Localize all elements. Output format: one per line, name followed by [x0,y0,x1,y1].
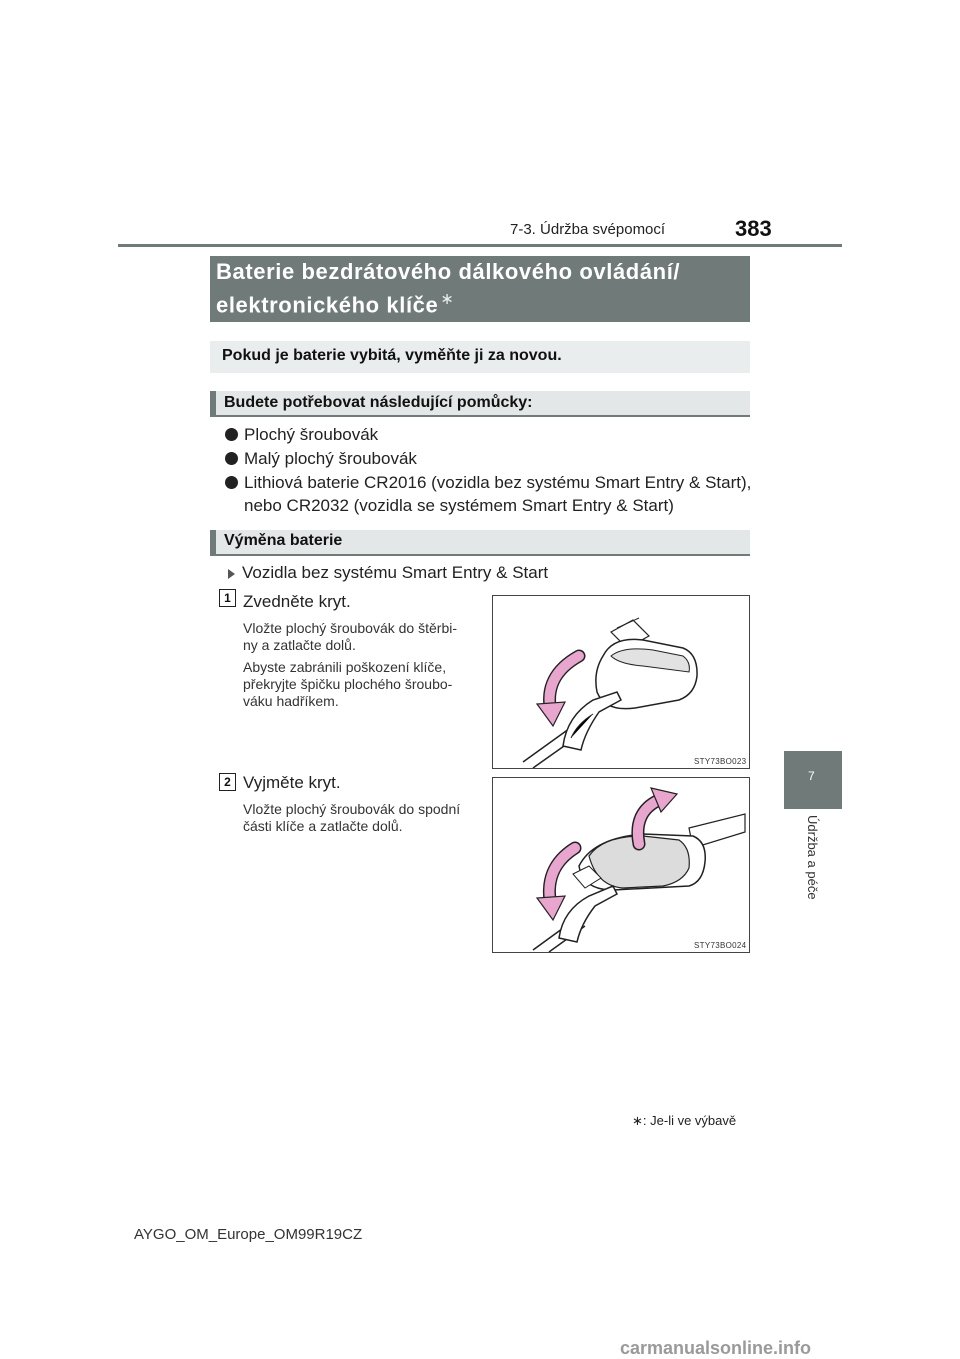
figure-key-cover-remove [492,777,750,953]
info-box-text: Pokud je baterie vybitá, vyměňte ji za novou. [222,347,562,364]
bullet-icon [225,452,238,465]
figure-code: STY73BO023 [694,757,747,766]
chapter-tab-number: 7 [808,769,815,783]
chapter-tab-label-wrap [783,815,843,915]
list-item: Lithiová baterie CR2016 (vozidla bez systému Smart Entry & Start), [225,473,751,493]
key-illustration [493,596,749,768]
header-divider [118,244,842,247]
list-item: Malý plochý šroubovák [225,449,417,469]
footnote-mark: ∗ [632,1113,643,1128]
figure-code: STY73BO024 [694,941,747,950]
step-title: Zvedněte kryt. [243,592,351,611]
watermark: carmanualsonline.info [620,1338,812,1358]
section-title-line1: Baterie bezdrátového dálkového ovládání/ [216,259,681,284]
footnote [632,1113,736,1129]
section-title-line2-text: elektronického klíče [216,292,439,318]
chapter-tab-label: Údržba a péče [805,815,820,900]
step-note: Vložte plochý šroubovák do štěrbi- ny a zatlačte dolů. [243,620,457,653]
key-illustration [493,778,749,952]
bullet-icon [225,476,238,489]
step-number-box: 1 [219,589,236,607]
step-title: Vyjměte kryt. [243,773,341,792]
section-title-line2 [216,289,454,318]
header-section-title: 7-3. Údržba svépomocí [510,221,666,238]
replace-heading: Výměna baterie [224,532,343,549]
footnote-text: : Je-li ve výbavě [642,1113,737,1128]
step-number-box: 2 [219,773,236,791]
step-note: Abyste zabránili poškození klíče, překryjte špičku plochého šroubo- váku hadříkem. [243,659,453,709]
list-item-continuation: nebo CR2032 (vozidla se systémem Smart Entry & Start) [244,496,674,515]
document-id: AYGO_OM_Europe_OM99R19CZ [134,1226,363,1243]
page-number: 383 [735,216,772,241]
optional-equipment-mark: ∗ [440,291,455,308]
figure-key-cover-lift [492,595,750,769]
step-note: Vložte plochý šroubovák do spodní části klíče a zatlačte dolů. [243,801,461,834]
triangle-right-icon [228,569,235,579]
list-item: Plochý šroubovák [225,425,378,445]
vehicle-variant-note: Vozidla bez systému Smart Entry & Start [242,563,549,582]
tools-heading: Budete potřebovat následující pomůcky: [224,394,533,411]
bullet-icon [225,428,238,441]
